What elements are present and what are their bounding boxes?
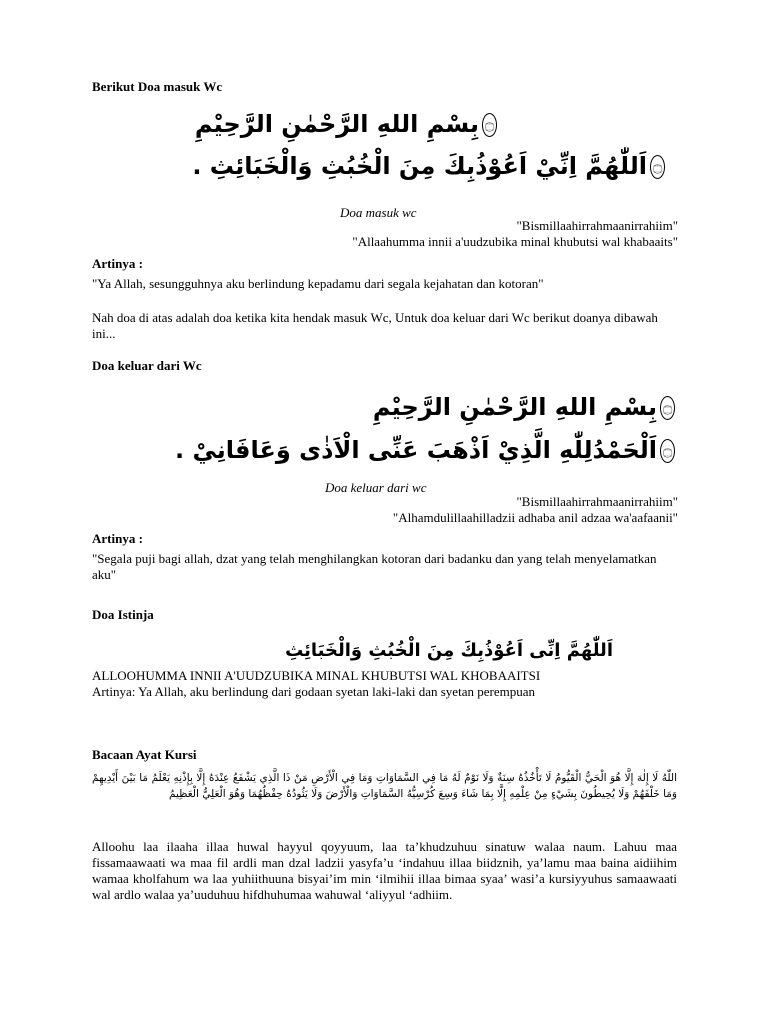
latin-doa-istinja: ALLOOHUMMA INNII A'UUDZUBIKA MINAL KHUBUTSI WAL KHOBAAITSI <box>92 668 541 683</box>
heading-doa-istinja: Doa Istinja <box>92 607 154 622</box>
artinya-label-2: Artinya : <box>92 531 143 546</box>
caption-doa-masuk: Doa masuk wc <box>340 205 417 220</box>
heading-doa-keluar: Doa keluar dari Wc <box>92 358 202 373</box>
arabic-doa-masuk: ۝اَللّٰهُمَّ اِنِّيْ اَعُوْذُبِكَ مِنَ الْخُبُثِ وَالْخَبَائِثِ . <box>108 152 668 180</box>
arabic-ayat-kursi: اللّٰهُ لَا إِلٰهَ إِلَّا هُوَ الْحَيُّ الْقَيُّومُ لَا تَأْخُذُهُ سِنَةٌ وَلَا نَوْمٌ لَهُ مَا فِي السَّمَاوَاتِ وَمَا فِي الْأَرْضِ مَنْ ذَا الَّذِي يَشْفَعُ عِنْدَهُ إِلَّا بِإِذْنِهِ يَعْلَمُ مَا بَيْنَ أَيْدِيهِمْ وَمَا خَلْفَهُمْ وَلَا يُحِيطُونَ بِشَيْءٍ مِنْ عِلْمِهِ إِلَّا بِمَا شَاءَ وَسِعَ كُرْسِيُّهُ السَّمَاوَاتِ وَالْأَرْضَ وَلَا يَئُودُهُ حِفْظُهُمَا وَهُوَ الْعَلِيُّ الْعَظِيمُ <box>92 772 677 800</box>
arabic-basmalah-2: ۝بِسْمِ اللهِ الرَّحْمٰنِ الرَّحِيْمِ <box>278 393 678 421</box>
ayah-end-ornament-icon: ۝ <box>660 439 675 463</box>
ayah-end-ornament-icon: ۝ <box>650 155 665 179</box>
latin-basmalah-1: "Bismillaahirrahmaanirrahiim" <box>516 218 678 233</box>
latin-ayat-kursi: Alloohu laa ilaaha illaa huwal hayyul qoyyuum, laa ta’khudzuhuu sinatuw walaa naum. Lahuu maa fissamaawaati wa maa fil ardli man dzal ladzii yasyfa’u ‘indahuu illaa biidznih, ya’lamu maa baina aidiihim wamaa kholfahum wa laa yuhiithuuna bisyai’im min ‘ilmihii illaa bimaa syaa’ wasi’a kursiyyuhus samaawaati wal ardlo walaa ya’uuduhuu hifdhuhumaa wahuwal ‘aliyyul ‘adhiim. <box>92 839 677 902</box>
artinya-label-1: Artinya : <box>92 256 143 271</box>
latin-doa-masuk: "Allaahumma innii a'uudzubika minal khubutsi wal khabaaits" <box>352 234 678 249</box>
latin-basmalah-2: "Bismillaahirrahmaanirrahiim" <box>516 494 678 509</box>
artinya-doa-keluar: "Segala puji bagi allah, dzat yang telah menghilangkan kotoran dari badanku dan yang telah menyelamatkan aku" <box>92 551 657 582</box>
ayah-end-ornament-icon: ۝ <box>482 113 497 137</box>
latin-doa-keluar: "Alhamdulillaahilladzii adhaba anil adzaa wa'aafaanii" <box>392 510 678 525</box>
arabic-basmalah-1: ۝بِسْمِ اللهِ الرَّحْمٰنِ الرَّحِيْمِ <box>100 110 500 138</box>
artinya-doa-istinja: Artinya: Ya Allah, aku berlindung dari godaan syetan laki-laki dan syetan perempuan <box>92 684 535 699</box>
caption-doa-keluar: Doa keluar dari wc <box>325 480 427 495</box>
ayah-end-ornament-icon: ۝ <box>660 396 675 420</box>
note-paragraph: Nah doa di atas adalah doa ketika kita hendak masuk Wc, Untuk doa keluar dari Wc berikut doanya dibawah ini... <box>92 310 658 341</box>
artinya-doa-masuk: "Ya Allah, sesungguhnya aku berlindung kepadamu dari segala kejahatan dan kotoran" <box>92 276 544 291</box>
heading-doa-masuk: Berikut Doa masuk Wc <box>92 79 223 94</box>
arabic-doa-istinja: اَللّٰهُمَّ اِنِّى اَعُوْذُبِكَ مِنَ الْخُبُثِ وَالْخَبَائِثِ <box>285 640 613 661</box>
heading-ayat-kursi: Bacaan Ayat Kursi <box>92 747 197 762</box>
arabic-doa-keluar: ۝اَلْحَمْدُلِلّٰهِ الَّذِيْ اَذْهَبَ عَنِّى الْاَذٰى وَعَافَانِيْ . <box>118 436 678 464</box>
